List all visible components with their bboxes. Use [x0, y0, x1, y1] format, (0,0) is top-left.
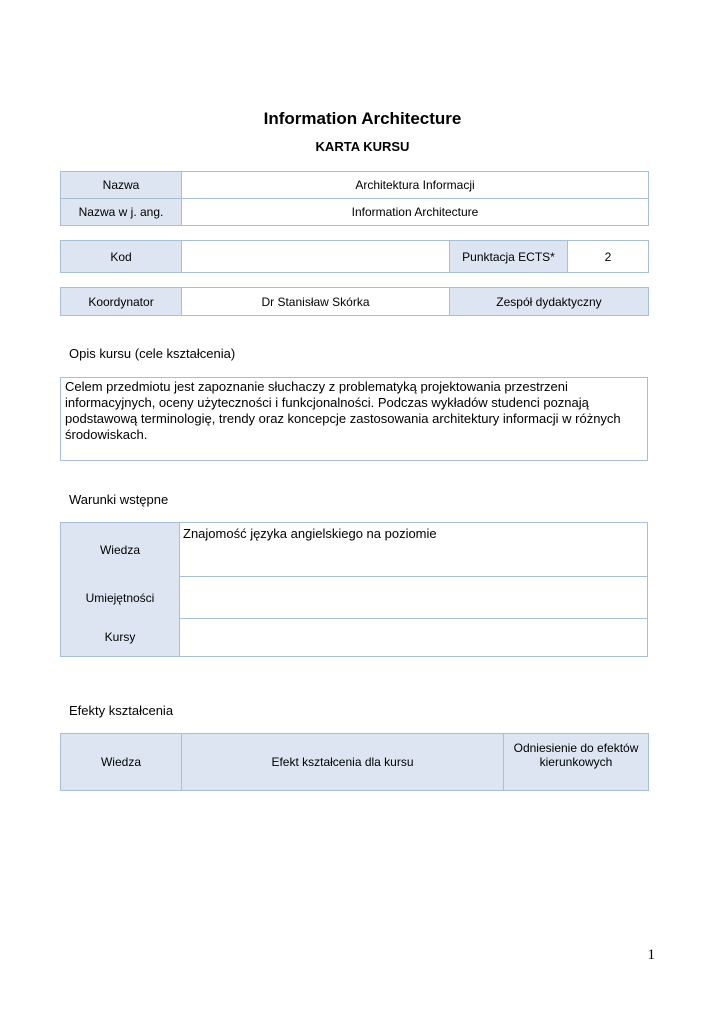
description-line: podstawową terminologię, trendy oraz koncepcje zastosowania architektury informacji w różnych [65, 411, 621, 426]
umiejetnosci-label: Umiejętności [85, 591, 155, 605]
outcomes-col-wiedza: Wiedza [61, 734, 182, 791]
description-box [60, 377, 648, 461]
page-number: 1 [647, 947, 655, 963]
nazwa-value: Architektura Informacji [182, 172, 649, 199]
umiejetnosci-value [180, 577, 647, 619]
document-subtitle: KARTA KURSU [315, 139, 410, 154]
description-line: Celem przedmiotu jest zapoznanie słuchaczy z problematyką projektowania przestrzeni [65, 379, 568, 394]
nazwa-label: Nazwa [61, 172, 182, 199]
names-table [60, 171, 649, 226]
coordinator-table [60, 287, 649, 316]
code-table [60, 240, 649, 273]
description-line: informacyjnych, oceny użyteczności i funkcjonalności. Podczas wykładów studenci poznają [65, 395, 589, 410]
koordynator-value: Dr Stanisław Skórka [182, 288, 450, 316]
ects-value: 2 [568, 241, 649, 273]
odniesienie-line-2: kierunkowych [539, 755, 613, 769]
outcomes-col-efekt: Efekt kształcenia dla kursu [182, 734, 504, 791]
kursy-value [180, 619, 647, 656]
document-title: Information Architecture [263, 109, 462, 128]
koordynator-label: Koordynator [61, 288, 182, 316]
description-line: środowiskach. [65, 427, 148, 442]
ects-label: Punktacja ECTS* [450, 241, 568, 273]
prerequisites-table [60, 522, 648, 657]
outcomes-table [60, 733, 649, 791]
wiedza-value: Znajomość języka angielskiego na poziomie [180, 523, 647, 577]
outcomes-col-odniesienie [504, 734, 649, 791]
nazwa-ang-value: Information Architecture [182, 199, 649, 226]
kod-value [182, 241, 450, 273]
zespol-label: Zespół dydaktyczny [450, 288, 649, 316]
kod-label: Kod [61, 241, 182, 273]
prerequisites-heading: Warunki wstępne [69, 492, 169, 507]
kursy-label: Kursy [104, 630, 136, 644]
wiedza-label: Wiedza [99, 543, 140, 557]
prerequisites-label-column [61, 523, 180, 656]
nazwa-ang-label: Nazwa w j. ang. [61, 199, 182, 226]
odniesienie-line-1: Odniesienie do efektów [513, 741, 639, 755]
description-heading: Opis kursu (cele kształcenia) [69, 346, 236, 361]
outcomes-heading: Efekty kształcenia [69, 703, 174, 718]
